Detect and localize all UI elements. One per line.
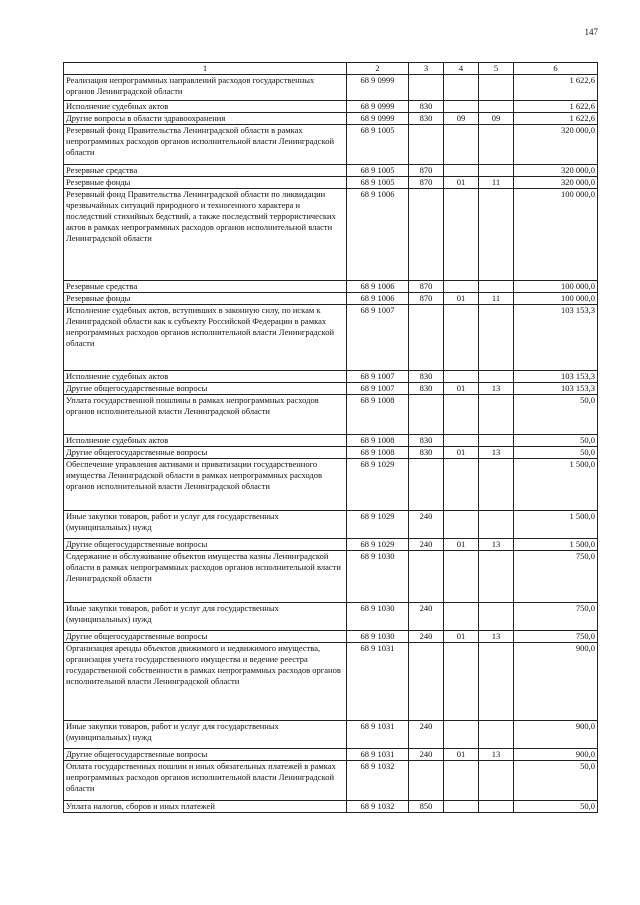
cell-vr: 830 — [409, 371, 444, 383]
cell-name: Другие общегосударственные вопросы — [64, 539, 347, 551]
cell-pr — [479, 801, 514, 813]
cell-rz — [444, 75, 479, 101]
table-row — [64, 459, 598, 511]
cell-sum: 1 622,6 — [514, 75, 598, 101]
cell-vr — [409, 643, 444, 721]
cell-name: Иные закупки товаров, работ и услуг для государственных (муниципальных) нужд — [64, 511, 347, 539]
cell-code: 68 9 1008 — [347, 395, 409, 435]
cell-code: 68 9 0999 — [347, 75, 409, 101]
cell-pr — [479, 721, 514, 749]
cell-vr: 850 — [409, 801, 444, 813]
cell-sum: 900,0 — [514, 749, 598, 761]
table-row — [64, 305, 598, 371]
cell-rz: 01 — [444, 749, 479, 761]
table-row — [64, 801, 598, 813]
cell-sum: 1 622,6 — [514, 101, 598, 113]
table-row — [64, 125, 598, 165]
cell-vr — [409, 761, 444, 801]
cell-pr: 11 — [479, 293, 514, 305]
header-sum: 6 — [514, 63, 598, 75]
cell-code: 68 9 0999 — [347, 113, 409, 125]
table-row — [64, 631, 598, 643]
cell-pr — [479, 101, 514, 113]
cell-code: 68 9 1029 — [347, 511, 409, 539]
cell-code: 68 9 1005 — [347, 165, 409, 177]
header-code: 2 — [347, 63, 409, 75]
cell-rz — [444, 101, 479, 113]
cell-sum: 100 000,0 — [514, 293, 598, 305]
cell-rz — [444, 761, 479, 801]
cell-vr: 830 — [409, 435, 444, 447]
cell-code: 68 9 1030 — [347, 551, 409, 603]
table-row — [64, 113, 598, 125]
table-row — [64, 165, 598, 177]
cell-sum: 103 153,3 — [514, 305, 598, 371]
cell-name: Уплата государственной пошлины в рамках непрограммных расходов органов исполнительной власти Ленинградской области — [64, 395, 347, 435]
cell-name: Исполнение судебных актов — [64, 371, 347, 383]
cell-rz — [444, 459, 479, 511]
cell-name: Иные закупки товаров, работ и услуг для государственных (муниципальных) нужд — [64, 721, 347, 749]
cell-pr — [479, 435, 514, 447]
cell-vr: 830 — [409, 113, 444, 125]
cell-sum: 100 000,0 — [514, 189, 598, 281]
cell-name: Исполнение судебных актов — [64, 435, 347, 447]
cell-rz: 01 — [444, 631, 479, 643]
cell-rz — [444, 281, 479, 293]
table-row — [64, 749, 598, 761]
header-rz: 4 — [444, 63, 479, 75]
cell-pr — [479, 551, 514, 603]
cell-vr: 240 — [409, 721, 444, 749]
cell-name: Резервный фонд Правительства Ленинградской области по ликвидации чрезвычайных ситуаций природного и техногенного характера и последствий стихийных бедствий, а также последствий террористических актов в рамках непрограммных расходов органов исполнительной власти Ленинградской области — [64, 189, 347, 281]
table-row — [64, 189, 598, 281]
cell-sum: 320 000,0 — [514, 165, 598, 177]
table-row — [64, 435, 598, 447]
cell-sum: 750,0 — [514, 551, 598, 603]
cell-name: Другие вопросы в области здравоохранения — [64, 113, 347, 125]
cell-name: Исполнение судебных актов, вступивших в законную силу, по искам к Ленинградской области как к субъекту Российской Федерации в рамках непрограммных расходов органов исполнительной власти Ленинградской области — [64, 305, 347, 371]
cell-vr — [409, 551, 444, 603]
cell-rz: 01 — [444, 383, 479, 395]
cell-vr — [409, 75, 444, 101]
cell-vr — [409, 459, 444, 511]
cell-rz — [444, 801, 479, 813]
cell-pr — [479, 643, 514, 721]
cell-pr — [479, 125, 514, 165]
cell-pr: 13 — [479, 631, 514, 643]
page-number: 147 — [584, 27, 598, 37]
cell-name: Содержание и обслуживание объектов имущества казны Ленинградской области в рамках непрограммных расходов органов исполнительной власти Ленинградской области — [64, 551, 347, 603]
table-row — [64, 101, 598, 113]
cell-sum: 320 000,0 — [514, 125, 598, 165]
cell-vr: 830 — [409, 447, 444, 459]
header-pr: 5 — [479, 63, 514, 75]
cell-pr — [479, 395, 514, 435]
table-row — [64, 371, 598, 383]
cell-code: 68 9 1008 — [347, 435, 409, 447]
cell-pr: 13 — [479, 749, 514, 761]
cell-rz: 01 — [444, 447, 479, 459]
cell-rz — [444, 551, 479, 603]
cell-rz — [444, 603, 479, 631]
cell-vr — [409, 189, 444, 281]
cell-pr — [479, 511, 514, 539]
cell-vr: 240 — [409, 749, 444, 761]
cell-pr — [479, 603, 514, 631]
table-row — [64, 177, 598, 189]
cell-sum: 1 622,6 — [514, 113, 598, 125]
cell-name: Оплата государственных пошлин и иных обязательных платежей в рамках непрограммных расходов органов исполнительной власти Ленинградской области — [64, 761, 347, 801]
cell-sum: 50,0 — [514, 395, 598, 435]
cell-pr: 13 — [479, 383, 514, 395]
cell-vr: 830 — [409, 101, 444, 113]
cell-code: 68 9 0999 — [347, 101, 409, 113]
cell-pr: 13 — [479, 447, 514, 459]
cell-code: 68 9 1005 — [347, 125, 409, 165]
cell-code: 68 9 1008 — [347, 447, 409, 459]
cell-sum: 1 500,0 — [514, 511, 598, 539]
cell-code: 68 9 1032 — [347, 761, 409, 801]
cell-rz: 01 — [444, 177, 479, 189]
cell-vr: 240 — [409, 603, 444, 631]
cell-code: 68 9 1029 — [347, 459, 409, 511]
cell-vr — [409, 125, 444, 165]
cell-sum: 1 500,0 — [514, 459, 598, 511]
cell-pr: 09 — [479, 113, 514, 125]
cell-vr: 870 — [409, 165, 444, 177]
cell-name: Другие общегосударственные вопросы — [64, 749, 347, 761]
cell-name: Другие общегосударственные вопросы — [64, 447, 347, 459]
cell-name: Резервные фонды — [64, 177, 347, 189]
cell-name: Уплата налогов, сборов и иных платежей — [64, 801, 347, 813]
cell-pr — [479, 305, 514, 371]
table-row — [64, 395, 598, 435]
cell-code: 68 9 1030 — [347, 631, 409, 643]
cell-sum: 50,0 — [514, 801, 598, 813]
cell-code: 68 9 1031 — [347, 721, 409, 749]
cell-sum: 900,0 — [514, 721, 598, 749]
table-row — [64, 761, 598, 801]
header-vr: 3 — [409, 63, 444, 75]
cell-vr — [409, 395, 444, 435]
cell-vr: 870 — [409, 281, 444, 293]
cell-vr: 240 — [409, 631, 444, 643]
table-header-row — [64, 63, 598, 75]
cell-sum: 320 000,0 — [514, 177, 598, 189]
cell-code: 68 9 1029 — [347, 539, 409, 551]
cell-code: 68 9 1031 — [347, 643, 409, 721]
cell-name: Резервные средства — [64, 165, 347, 177]
cell-name: Резервные средства — [64, 281, 347, 293]
cell-sum: 50,0 — [514, 435, 598, 447]
cell-sum: 103 153,3 — [514, 383, 598, 395]
cell-rz: 01 — [444, 293, 479, 305]
cell-name: Организация аренды объектов движимого и недвижимого имущества, организация учета государственного имущества и ведение реестра государственной собственности в рамках непрограммных расходов органов исполнительной власти Ленинградской области — [64, 643, 347, 721]
cell-rz — [444, 395, 479, 435]
cell-vr: 870 — [409, 177, 444, 189]
cell-pr — [479, 75, 514, 101]
cell-pr — [479, 189, 514, 281]
cell-name: Резервный фонд Правительства Ленинградской области в рамках непрограммных расходов органов исполнительной власти Ленинградской области — [64, 125, 347, 165]
budget-table — [63, 62, 598, 813]
cell-pr — [479, 761, 514, 801]
table-row — [64, 603, 598, 631]
cell-sum: 50,0 — [514, 447, 598, 459]
cell-code: 68 9 1031 — [347, 749, 409, 761]
cell-rz — [444, 721, 479, 749]
table-row — [64, 539, 598, 551]
table-row — [64, 293, 598, 305]
header-name: 1 — [64, 63, 347, 75]
table-row — [64, 281, 598, 293]
table-body — [64, 75, 598, 813]
cell-name: Другие общегосударственные вопросы — [64, 383, 347, 395]
cell-sum: 103 153,3 — [514, 371, 598, 383]
cell-code: 68 9 1007 — [347, 383, 409, 395]
cell-pr: 11 — [479, 177, 514, 189]
table-row — [64, 447, 598, 459]
cell-rz — [444, 165, 479, 177]
cell-code: 68 9 1032 — [347, 801, 409, 813]
cell-pr: 13 — [479, 539, 514, 551]
table-row — [64, 383, 598, 395]
table-row — [64, 551, 598, 603]
cell-sum: 900,0 — [514, 643, 598, 721]
cell-rz: 09 — [444, 113, 479, 125]
cell-sum: 750,0 — [514, 603, 598, 631]
table-row — [64, 511, 598, 539]
cell-name: Иные закупки товаров, работ и услуг для государственных (муниципальных) нужд — [64, 603, 347, 631]
cell-rz: 01 — [444, 539, 479, 551]
cell-rz — [444, 511, 479, 539]
table-row — [64, 643, 598, 721]
cell-code: 68 9 1030 — [347, 603, 409, 631]
table-row — [64, 75, 598, 101]
cell-sum: 750,0 — [514, 631, 598, 643]
cell-rz — [444, 435, 479, 447]
cell-sum: 50,0 — [514, 761, 598, 801]
cell-name: Другие общегосударственные вопросы — [64, 631, 347, 643]
cell-sum: 1 500,0 — [514, 539, 598, 551]
table-row — [64, 721, 598, 749]
cell-code: 68 9 1006 — [347, 293, 409, 305]
cell-code: 68 9 1007 — [347, 305, 409, 371]
cell-code: 68 9 1005 — [347, 177, 409, 189]
cell-rz — [444, 371, 479, 383]
cell-vr: 240 — [409, 539, 444, 551]
cell-sum: 100 000,0 — [514, 281, 598, 293]
cell-vr: 830 — [409, 383, 444, 395]
cell-name: Резервные фонды — [64, 293, 347, 305]
cell-vr: 870 — [409, 293, 444, 305]
cell-pr — [479, 281, 514, 293]
cell-pr — [479, 371, 514, 383]
cell-pr — [479, 459, 514, 511]
cell-rz — [444, 189, 479, 281]
cell-rz — [444, 305, 479, 371]
cell-rz — [444, 125, 479, 165]
cell-name: Обеспечение управления активами и приватизации государственного имущества Ленинградской области в рамках непрограммных расходов органов исполнительной власти Ленинградской области — [64, 459, 347, 511]
cell-vr: 240 — [409, 511, 444, 539]
cell-name: Реализация непрограммных направлений расходов государственных органов Ленинградской области — [64, 75, 347, 101]
cell-code: 68 9 1006 — [347, 281, 409, 293]
cell-vr — [409, 305, 444, 371]
cell-code: 68 9 1006 — [347, 189, 409, 281]
cell-name: Исполнение судебных актов — [64, 101, 347, 113]
cell-pr — [479, 165, 514, 177]
cell-rz — [444, 643, 479, 721]
cell-code: 68 9 1007 — [347, 371, 409, 383]
